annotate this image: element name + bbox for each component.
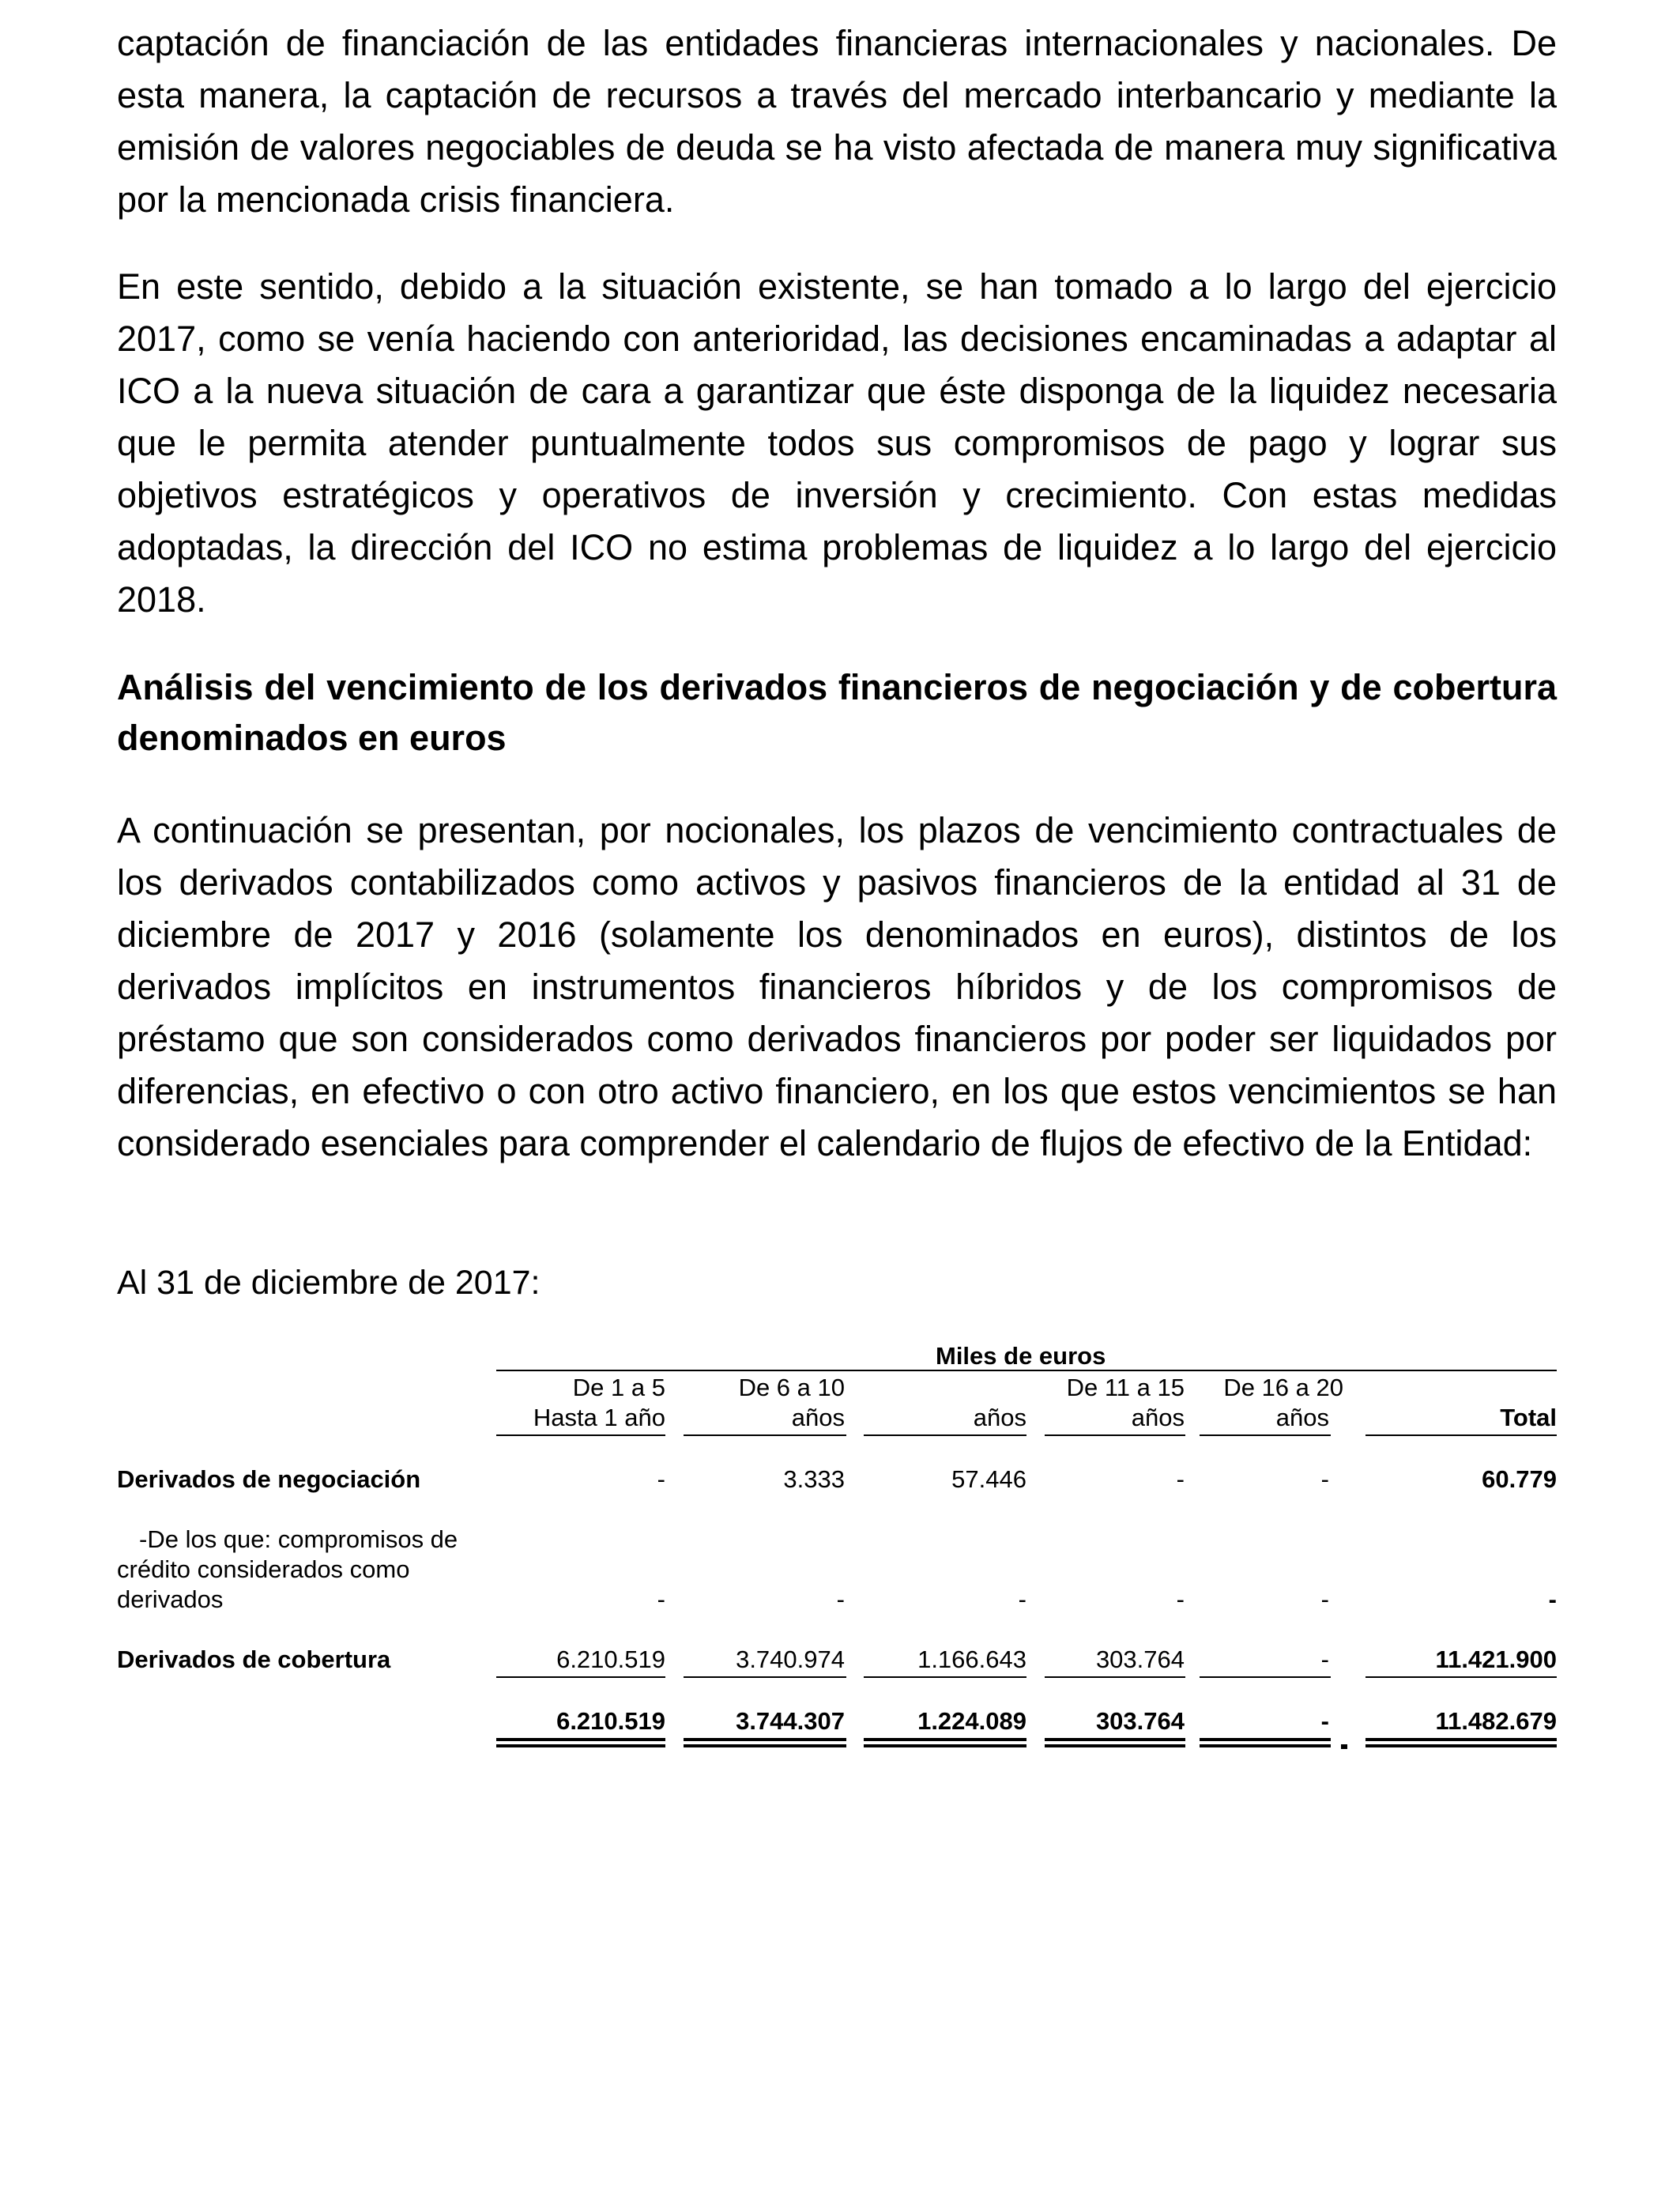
row-label-compromisos-line3: derivados	[117, 1585, 224, 1613]
row-label-compromisos-line1: -De los que: compromisos de	[139, 1525, 458, 1553]
total-double-rule-1a	[684, 1738, 846, 1741]
column-header-1-line1: De 1 a 5	[572, 1374, 665, 1401]
total-double-rule-grand-b	[1365, 1744, 1557, 1747]
row-label-compromisos-line2: crédito considerados como	[117, 1555, 410, 1583]
paragraph-liquidity-measures: En este sentido, debido a la situación existente, se han tomado a lo largo del ejercicio 2017, como se venía haciendo con anterioridad, las decisiones encaminadas a adaptar al ICO a la nueva situación de cara a garantizar que éste disponga de la liquidez necesaria que le permita atender puntualmente todos sus compromisos de pago y lograr sus objetivos estratégicos y operativos de inversión y crecimiento. Con estas medidas adoptadas, la dirección del ICO no estima problemas de liquidez a lo largo del ejercicio 2018.	[117, 266, 1557, 620]
cell-compromisos-0: -	[657, 1585, 665, 1613]
subtotal-rule-2	[864, 1676, 1026, 1678]
cell-compromisos-4: -	[1320, 1585, 1329, 1613]
total-double-rule-0a	[496, 1738, 665, 1741]
row-label-cobertura: Derivados de cobertura	[117, 1646, 391, 1673]
cell-negociacion-1: 3.333	[783, 1465, 845, 1493]
header-rule-1	[684, 1434, 846, 1436]
unit-header-rule	[496, 1370, 1557, 1371]
total-double-rule-3b	[1045, 1744, 1185, 1747]
total-cell-3: 303.764	[1095, 1707, 1185, 1735]
subtotal-rule-4	[1200, 1676, 1331, 1678]
column-header-3-line1: De 11 a 15	[1066, 1374, 1185, 1401]
row-label-negociacion: Derivados de negociación	[117, 1465, 421, 1493]
total-cell-0: 6.210.519	[556, 1707, 665, 1735]
cell-negociacion-0: -	[657, 1465, 665, 1493]
cell-negociacion-total: 60.779	[1482, 1465, 1557, 1493]
header-rule-3	[1045, 1434, 1185, 1436]
cell-compromisos-total: -	[1548, 1585, 1557, 1613]
cell-negociacion-4: -	[1320, 1465, 1329, 1493]
column-header-total: Total	[1500, 1404, 1557, 1431]
column-header-2-line1: De 6 a 10	[738, 1374, 845, 1401]
total-double-rule-2a	[864, 1738, 1026, 1741]
total-double-rule-3a	[1045, 1738, 1185, 1741]
total-cell-1: 3.744.307	[736, 1707, 845, 1735]
cell-compromisos-3: -	[1176, 1585, 1185, 1613]
cell-cobertura-2: 1.166.643	[917, 1646, 1026, 1673]
column-header-0: Hasta 1 año	[533, 1404, 665, 1431]
column-header-3-line2: años	[1131, 1404, 1185, 1431]
cell-cobertura-4: -	[1320, 1646, 1329, 1673]
total-double-rule-4a	[1200, 1738, 1331, 1741]
total-cell-grand: 11.482.679	[1435, 1707, 1557, 1735]
total-double-rule-0b	[496, 1744, 665, 1747]
cell-negociacion-3: -	[1176, 1465, 1185, 1493]
cell-cobertura-3: 303.764	[1095, 1646, 1185, 1673]
header-rule-2	[864, 1434, 1026, 1436]
column-header-4-line1: De 16 a 20	[1223, 1374, 1343, 1401]
total-cell-4: -	[1320, 1707, 1329, 1735]
total-double-rule-4b	[1200, 1744, 1331, 1747]
subtotal-rule-3	[1045, 1676, 1185, 1678]
cell-negociacion-2: 57.446	[951, 1465, 1026, 1493]
column-header-2-line2: años	[973, 1404, 1026, 1431]
header-rule-total	[1365, 1434, 1557, 1436]
cell-cobertura-total: 11.421.900	[1435, 1646, 1557, 1673]
cell-cobertura-1: 3.740.974	[736, 1646, 845, 1673]
table-caption: Al 31 de diciembre de 2017:	[117, 1264, 541, 1302]
total-double-rule-1b	[684, 1744, 846, 1747]
subtotal-rule-0	[496, 1676, 665, 1678]
column-header-4-line2: años	[1275, 1404, 1329, 1431]
total-rule-dot	[1341, 1744, 1347, 1749]
header-rule-4	[1200, 1434, 1331, 1436]
subtotal-rule-total	[1365, 1676, 1557, 1678]
header-rule-0	[496, 1434, 665, 1436]
total-double-rule-2b	[864, 1744, 1026, 1747]
cell-cobertura-0: 6.210.519	[556, 1646, 665, 1673]
column-header-1-line2: años	[791, 1404, 845, 1431]
cell-compromisos-2: -	[1018, 1585, 1026, 1613]
total-cell-2: 1.224.089	[917, 1707, 1026, 1735]
paragraph-funding-crisis: captación de financiación de las entidades financieras internacionales y nacionales. De esta manera, la captación de recursos a través del mercado interbancario y mediante la emisión de valores negociables de deuda se ha visto afectada de manera muy significativa por la mencionada crisis financiera.	[117, 23, 1557, 220]
unit-header: Miles de euros	[936, 1342, 1106, 1370]
total-double-rule-grand-a	[1365, 1738, 1557, 1741]
cell-compromisos-1: -	[836, 1585, 845, 1613]
section-heading: Análisis del vencimiento de los derivados financieros de negociación y de cobertura denominados en euros	[117, 667, 1557, 758]
subtotal-rule-1	[684, 1676, 846, 1678]
paragraph-maturity-intro: A continuación se presentan, por nocionales, los plazos de vencimiento contractuales de los derivados contabilizados como activos y pasivos financieros de la entidad al 31 de diciembre de 2017 y 2016 (solamente los denominados en euros), distintos de los derivados implícitos en instrumentos financieros híbridos y de los compromisos de préstamo que son considerados como derivados financieros por poder ser liquidados por diferencias, en efectivo o con otro activo financiero, en los que estos vencimientos se han considerado esenciales para comprender el calendario de flujos de efectivo de la Entidad:	[117, 810, 1557, 1163]
